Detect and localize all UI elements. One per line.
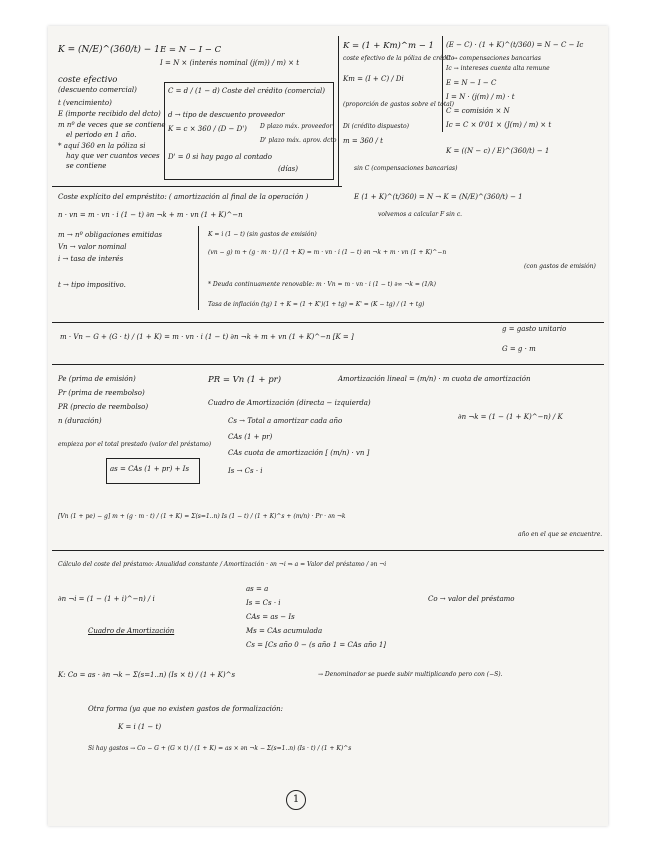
- ano-en-que: año en el que se encuentre.: [518, 531, 603, 538]
- di-def: Di (crédito dispuesto): [343, 123, 409, 130]
- otra-forma: Otra forma (ya que no existen gastos de formalización:: [88, 705, 283, 713]
- notes-page: [48, 26, 608, 826]
- t-tipo: t → tipo impositivo.: [58, 281, 126, 289]
- divider-h4: [52, 550, 604, 551]
- m-360: m = 360 / t: [343, 137, 383, 145]
- coste-emprestito: Coste explícito del empréstito: ( amortización al final de la operación ): [58, 193, 309, 201]
- tasa-inflacion: Tasa de inflación (tg) 1 + K = (1 + K')(1 + tg) = K' = (K − tg) / (1 + tg): [208, 301, 425, 308]
- m-obligaciones: m → nº obligaciones emitidas: [58, 231, 162, 239]
- ic-formula: Ic = C × 0'01 × (J(m) / m) × t: [446, 121, 552, 129]
- k-co: K: Co = as · ∂n ¬k − Σ(s=1..n) (Is × t) / (1 + K)^s: [58, 671, 236, 679]
- is-def: Is → Cs · i: [228, 467, 263, 475]
- cas: CAs (1 + pr): [228, 433, 273, 441]
- k-it: K = i (1 − t): [118, 723, 162, 731]
- c-comision: C = comisión × N: [446, 107, 510, 115]
- is-cs: Is = Cs · i: [246, 599, 281, 607]
- calculo-coste: Cálculo del coste del préstamo: Anualidad constante / Amortización · ∂n ¬i ⇒ a = Valor del préstamo / ∂n ¬i: [58, 561, 387, 568]
- i-jm: I = N · (j(m) / m) · t: [446, 93, 515, 101]
- pe-def: Pe (prima de emisión): [58, 375, 136, 383]
- e-importe: E (importe recibido del dcto): [58, 110, 161, 118]
- e-nic: E = N − I − C: [446, 79, 497, 87]
- aqui-360-2: hay que ver cuantos veces: [66, 152, 160, 160]
- k-formula: K = (N/E)^(360/t) − 1: [58, 45, 160, 55]
- empieza: empieza por el total prestado (valor del préstamo): [58, 441, 212, 448]
- t-vencimiento: t (vencimiento): [58, 99, 112, 107]
- cuadro-amort: Cuadro de Amortización: [88, 627, 175, 635]
- an-i: ∂n ¬i = (1 − (1 + i)^−n) / i: [58, 595, 155, 603]
- cas-cuota: CAs cuota de amortización [ (m/n) · vn ]: [228, 449, 370, 457]
- as-formula: as = CAs (1 + pr) + Is: [110, 465, 190, 473]
- g-total: G = g · m: [502, 345, 536, 353]
- m-veces-2: el periodo en 1 año.: [66, 131, 137, 139]
- con-gastos: (con gastos de emisión): [524, 263, 596, 270]
- n-duracion: n (duración): [58, 417, 102, 425]
- aqui-360-3: se contiene: [66, 162, 107, 170]
- ek-formula: E (1 + K)^(t/360) = N → K = (N/E)^(360/t) − 1: [354, 193, 523, 201]
- c-coste: C = d / (1 − d) Coste del crédito (comercial): [168, 87, 326, 95]
- pr-formula: PR = Vn (1 + pr): [208, 375, 282, 385]
- i-tasa: i → tasa de interés: [58, 255, 124, 263]
- vn-valor: Vn → valor nominal: [58, 243, 127, 251]
- an-k: ∂n ¬k = (1 − (1 + K)^−n) / K: [458, 413, 563, 421]
- divider-v1: [338, 36, 339, 186]
- pr-precio: PR (precio de reembolso): [58, 403, 149, 411]
- amortizacion-lineal: Amortización lineal = (m/n) · m cuota de amortización: [338, 375, 531, 383]
- divider-v2: [442, 36, 443, 132]
- vn-g-formula: (vn − g) m + (g · m · t) / (1 + K) = m · vn · i (1 − t) ∂n ¬k + m · vn (1 + K)^−n: [208, 249, 447, 256]
- proporcion: (proporción de gastos sobre el total): [343, 101, 454, 108]
- cs-total: Cs → Total a amortizar cada año: [228, 417, 343, 425]
- c-comp: C → compensaciones bancarias: [446, 55, 541, 62]
- k-sin-gastos: K = i (1 − t) (sin gastos de emisión): [208, 231, 317, 238]
- coste-efectivo: coste efectivo: [58, 75, 118, 85]
- k-credito: K = c × 360 / (D − D'): [168, 125, 247, 133]
- main-formula: m · Vn − G + (G · t) / (1 + K) = m · vn · i (1 − t) ∂n ¬k + m + vn (1 + K)^−n [K = ]: [60, 333, 354, 341]
- cs-formula: Cs = [Cs año 0 − (s año 1 = CAs año 1]: [246, 641, 387, 649]
- denominador: → Denominador se puede subir multiplicando pero con (−S).: [318, 671, 503, 678]
- ms-def: Ms = CAs acumulada: [246, 627, 323, 635]
- m-veces: m nº de veces que se contiene: [58, 121, 166, 129]
- as-a: as = a: [246, 585, 269, 593]
- page-number: 1: [286, 790, 306, 810]
- cuadro-directa: Cuadro de Amortización (directa − izquierda): [208, 399, 371, 407]
- n-vn: n · vn = m · vn · i (1 − t) ∂n ¬k + m · vn (1 + K)^−n: [58, 211, 243, 219]
- ic-def: Ic → intereses cuenta alta remune: [446, 65, 550, 72]
- k-nce: K = ((N − c) / E)^(360/t) − 1: [446, 147, 550, 155]
- sin-c: sin C (compensaciones bancarias): [354, 165, 458, 172]
- ec-formula: (E − C) · (1 + K)^(t/360) = N − C − Ic: [446, 41, 584, 49]
- divider-h2: [52, 322, 604, 323]
- big-formula: [Vn (1 + pe) − g] m + (g · m · t) / (1 + K) = Σ(s=1..n) Is (1 − t) / (1 + K)^s + (m/n) · Pr · ∂n ¬k: [58, 513, 346, 520]
- d-tipo: d → tipo de descuento proveedor: [168, 111, 285, 119]
- co-valor: Co → valor del préstamo: [428, 595, 515, 603]
- km-formula: K = (1 + Km)^m − 1: [343, 41, 434, 51]
- coste-efectivo-poliza: coste efectivo de la póliza de crédito: [343, 55, 455, 62]
- volvemos: volvemos a calcular F sin c.: [378, 211, 463, 218]
- deuda-renovable: * Deuda continuamente renovable: m · Vn = m · vn · i (1 − t) ∂∞ ¬k = (1/k): [208, 281, 436, 288]
- d-cero: D' = 0 si hay pago al contado: [168, 153, 272, 161]
- d-prime: D' plazo máx. aprov. dcto: [260, 137, 337, 144]
- cas-as: CAs = as − Is: [246, 613, 295, 621]
- i-formula: I = N × (interés nominal (j(m)) / m) × t: [160, 59, 300, 67]
- pr-def: Pr (prima de reembolso): [58, 389, 145, 397]
- si-gastos: Si hay gastos → Co − G + (G × t) / (1 + K) = as × ∂n ¬k − Σ(s=1..n) (Is · t) / (1 + K)^s: [88, 745, 352, 752]
- aqui-360: * aquí 360 en la póliza si: [58, 142, 146, 150]
- descuento-comercial: (descuento comercial): [58, 86, 137, 94]
- e-formula: E = N − I − C: [160, 45, 222, 55]
- divider-v3: [198, 226, 199, 310]
- g-gasto: g = gasto unitario: [502, 325, 567, 333]
- divider-h3: [52, 364, 604, 365]
- km-def: Km = (I + C) / Di: [343, 75, 404, 83]
- divider-h1: [52, 186, 342, 187]
- d-plazo: D plazo máx. proveedor: [260, 123, 333, 130]
- dias: (días): [278, 165, 298, 173]
